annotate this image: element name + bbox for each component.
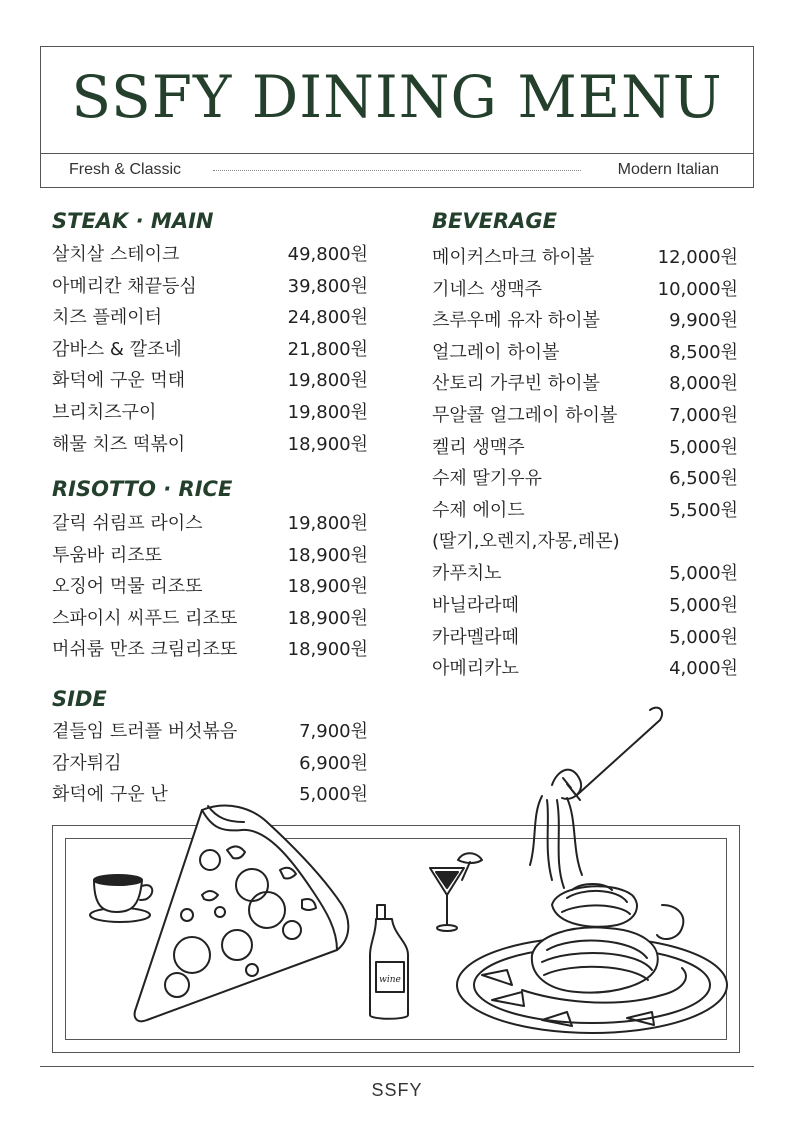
menu-item	[432, 495, 738, 527]
item-price: 7,000원	[669, 404, 738, 426]
fork-icon	[530, 708, 662, 888]
item-price: 6,900원	[299, 752, 368, 774]
item-price: 5,000원	[669, 626, 738, 648]
item-price: 18,900원	[287, 433, 368, 455]
risotto-menu-list	[52, 508, 368, 666]
item-price: 18,900원	[287, 607, 368, 629]
menu-item	[52, 634, 368, 666]
item-price: 9,900원	[669, 310, 738, 332]
item-name: 수제 에이드	[432, 499, 525, 521]
item-name: 화덕에 구운 먹태	[52, 370, 186, 392]
item-name: 브리치즈구이	[52, 401, 157, 423]
item-price: 10,000원	[657, 278, 738, 300]
item-name: 살치살 스테이크	[52, 244, 180, 265]
section-title-beverage: BEVERAGE	[432, 209, 557, 233]
item-price: 6,500원	[669, 468, 738, 490]
item-price: 5,000원	[299, 784, 368, 806]
menu-item	[52, 334, 368, 366]
item-name: 켈리 생맥주	[432, 436, 525, 458]
food-illustration	[52, 700, 742, 1045]
item-name: 치즈 플레이터	[52, 307, 163, 329]
menu-item	[432, 653, 738, 685]
item-name: 메이커스마크 하이볼	[432, 247, 595, 268]
pizza-slice-icon	[135, 806, 349, 1022]
item-name: 카라멜라떼	[432, 626, 519, 648]
item-price: 5,000원	[669, 563, 738, 585]
item-price: 19,800원	[287, 513, 368, 534]
wine-bottle-icon	[370, 905, 408, 1019]
item-price: 7,900원	[299, 721, 368, 742]
item-name: 산토리 가쿠빈 하이볼	[432, 373, 600, 395]
footer-brand: SSFY	[371, 1080, 423, 1100]
item-name: 투움바 리조또	[52, 544, 163, 566]
cocktail-glass-icon	[430, 853, 482, 931]
menu-item	[52, 271, 368, 303]
item-price: 8,000원	[669, 373, 738, 395]
item-name: 수제 딸기우유	[432, 468, 543, 490]
item-name: 스파이시 씨푸드 리조또	[52, 607, 238, 629]
dotted-leader	[213, 170, 581, 171]
item-name: 아메리칸 채끝등심	[52, 275, 197, 297]
item-name: 갈릭 쉬림프 라이스	[52, 513, 203, 534]
item-price: 5,000원	[669, 436, 738, 458]
item-name: 머쉬룸 만조 크림리조또	[52, 639, 238, 661]
menu-item	[432, 242, 738, 274]
steak-menu-list	[52, 239, 368, 460]
beverage-menu-list	[432, 242, 738, 685]
item-price: 18,900원	[287, 544, 368, 566]
menu-item	[52, 239, 368, 271]
item-name: 곁들임 트러플 버섯볶음	[52, 721, 238, 742]
item-name: 해물 치즈 떡볶이	[52, 433, 186, 455]
section-title-steak: STEAK · MAIN	[52, 209, 214, 233]
menu-item	[52, 603, 368, 635]
menu-title: SSFY DINING MENU	[71, 63, 723, 131]
item-price: 49,800원	[287, 244, 368, 265]
menu-item	[52, 365, 368, 397]
item-name: 얼그레이 하이볼	[432, 341, 560, 363]
item-name: 오징어 먹물 리조또	[52, 576, 203, 598]
menu-item	[432, 400, 738, 432]
item-name: 감바스 & 깔조네	[52, 338, 182, 360]
menu-item	[432, 274, 738, 306]
menu-item	[432, 558, 738, 590]
item-name: 화덕에 구운 난	[52, 784, 168, 806]
coffee-cup-icon	[90, 875, 152, 922]
menu-item	[432, 622, 738, 654]
item-price: 4,000원	[669, 658, 738, 680]
item-name: 카푸치노	[432, 563, 502, 585]
item-name: 바닐라라떼	[432, 594, 519, 616]
menu-item	[432, 590, 738, 622]
item-price: 5,500원	[669, 499, 738, 521]
item-price: 5,000원	[669, 594, 738, 616]
item-price: 8,500원	[669, 341, 738, 363]
item-price: 21,800원	[287, 338, 368, 360]
item-price: 18,900원	[287, 639, 368, 661]
menu-item	[432, 337, 738, 369]
header-divider	[41, 153, 753, 154]
menu-item	[432, 463, 738, 495]
menu-item	[52, 397, 368, 429]
item-name: 감자튀김	[52, 752, 122, 774]
footer-divider	[40, 1066, 754, 1067]
menu-item	[432, 305, 738, 337]
item-price: 24,800원	[287, 307, 368, 329]
wine-label: wine	[379, 975, 401, 985]
menu-item	[432, 432, 738, 464]
menu-item	[432, 368, 738, 400]
item-name: 아메리카노	[432, 658, 519, 680]
item-price: 19,800원	[287, 401, 368, 423]
item-price: 18,900원	[287, 576, 368, 598]
ade-flavors-note: (딸기,오렌지,자몽,레몬)	[432, 531, 620, 553]
menu-item	[52, 429, 368, 461]
item-name: 무알콜 얼그레이 하이볼	[432, 404, 618, 426]
section-title-side: SIDE	[52, 687, 107, 711]
menu-item	[52, 540, 368, 572]
item-name: 기네스 생맥주	[432, 278, 543, 300]
pasta-plate-icon	[457, 884, 727, 1033]
menu-item	[52, 302, 368, 334]
tagline-right: Modern Italian	[617, 161, 719, 178]
item-price: 12,000원	[657, 247, 738, 268]
menu-item	[52, 508, 368, 540]
item-price: 39,800원	[287, 275, 368, 297]
header-box	[40, 46, 754, 188]
menu-item	[52, 571, 368, 603]
tagline-left: Fresh & Classic	[69, 161, 182, 178]
section-title-risotto: RISOTTO · RICE	[52, 477, 233, 501]
item-price: 19,800원	[287, 370, 368, 392]
item-name: 츠루우메 유자 하이볼	[432, 310, 600, 332]
